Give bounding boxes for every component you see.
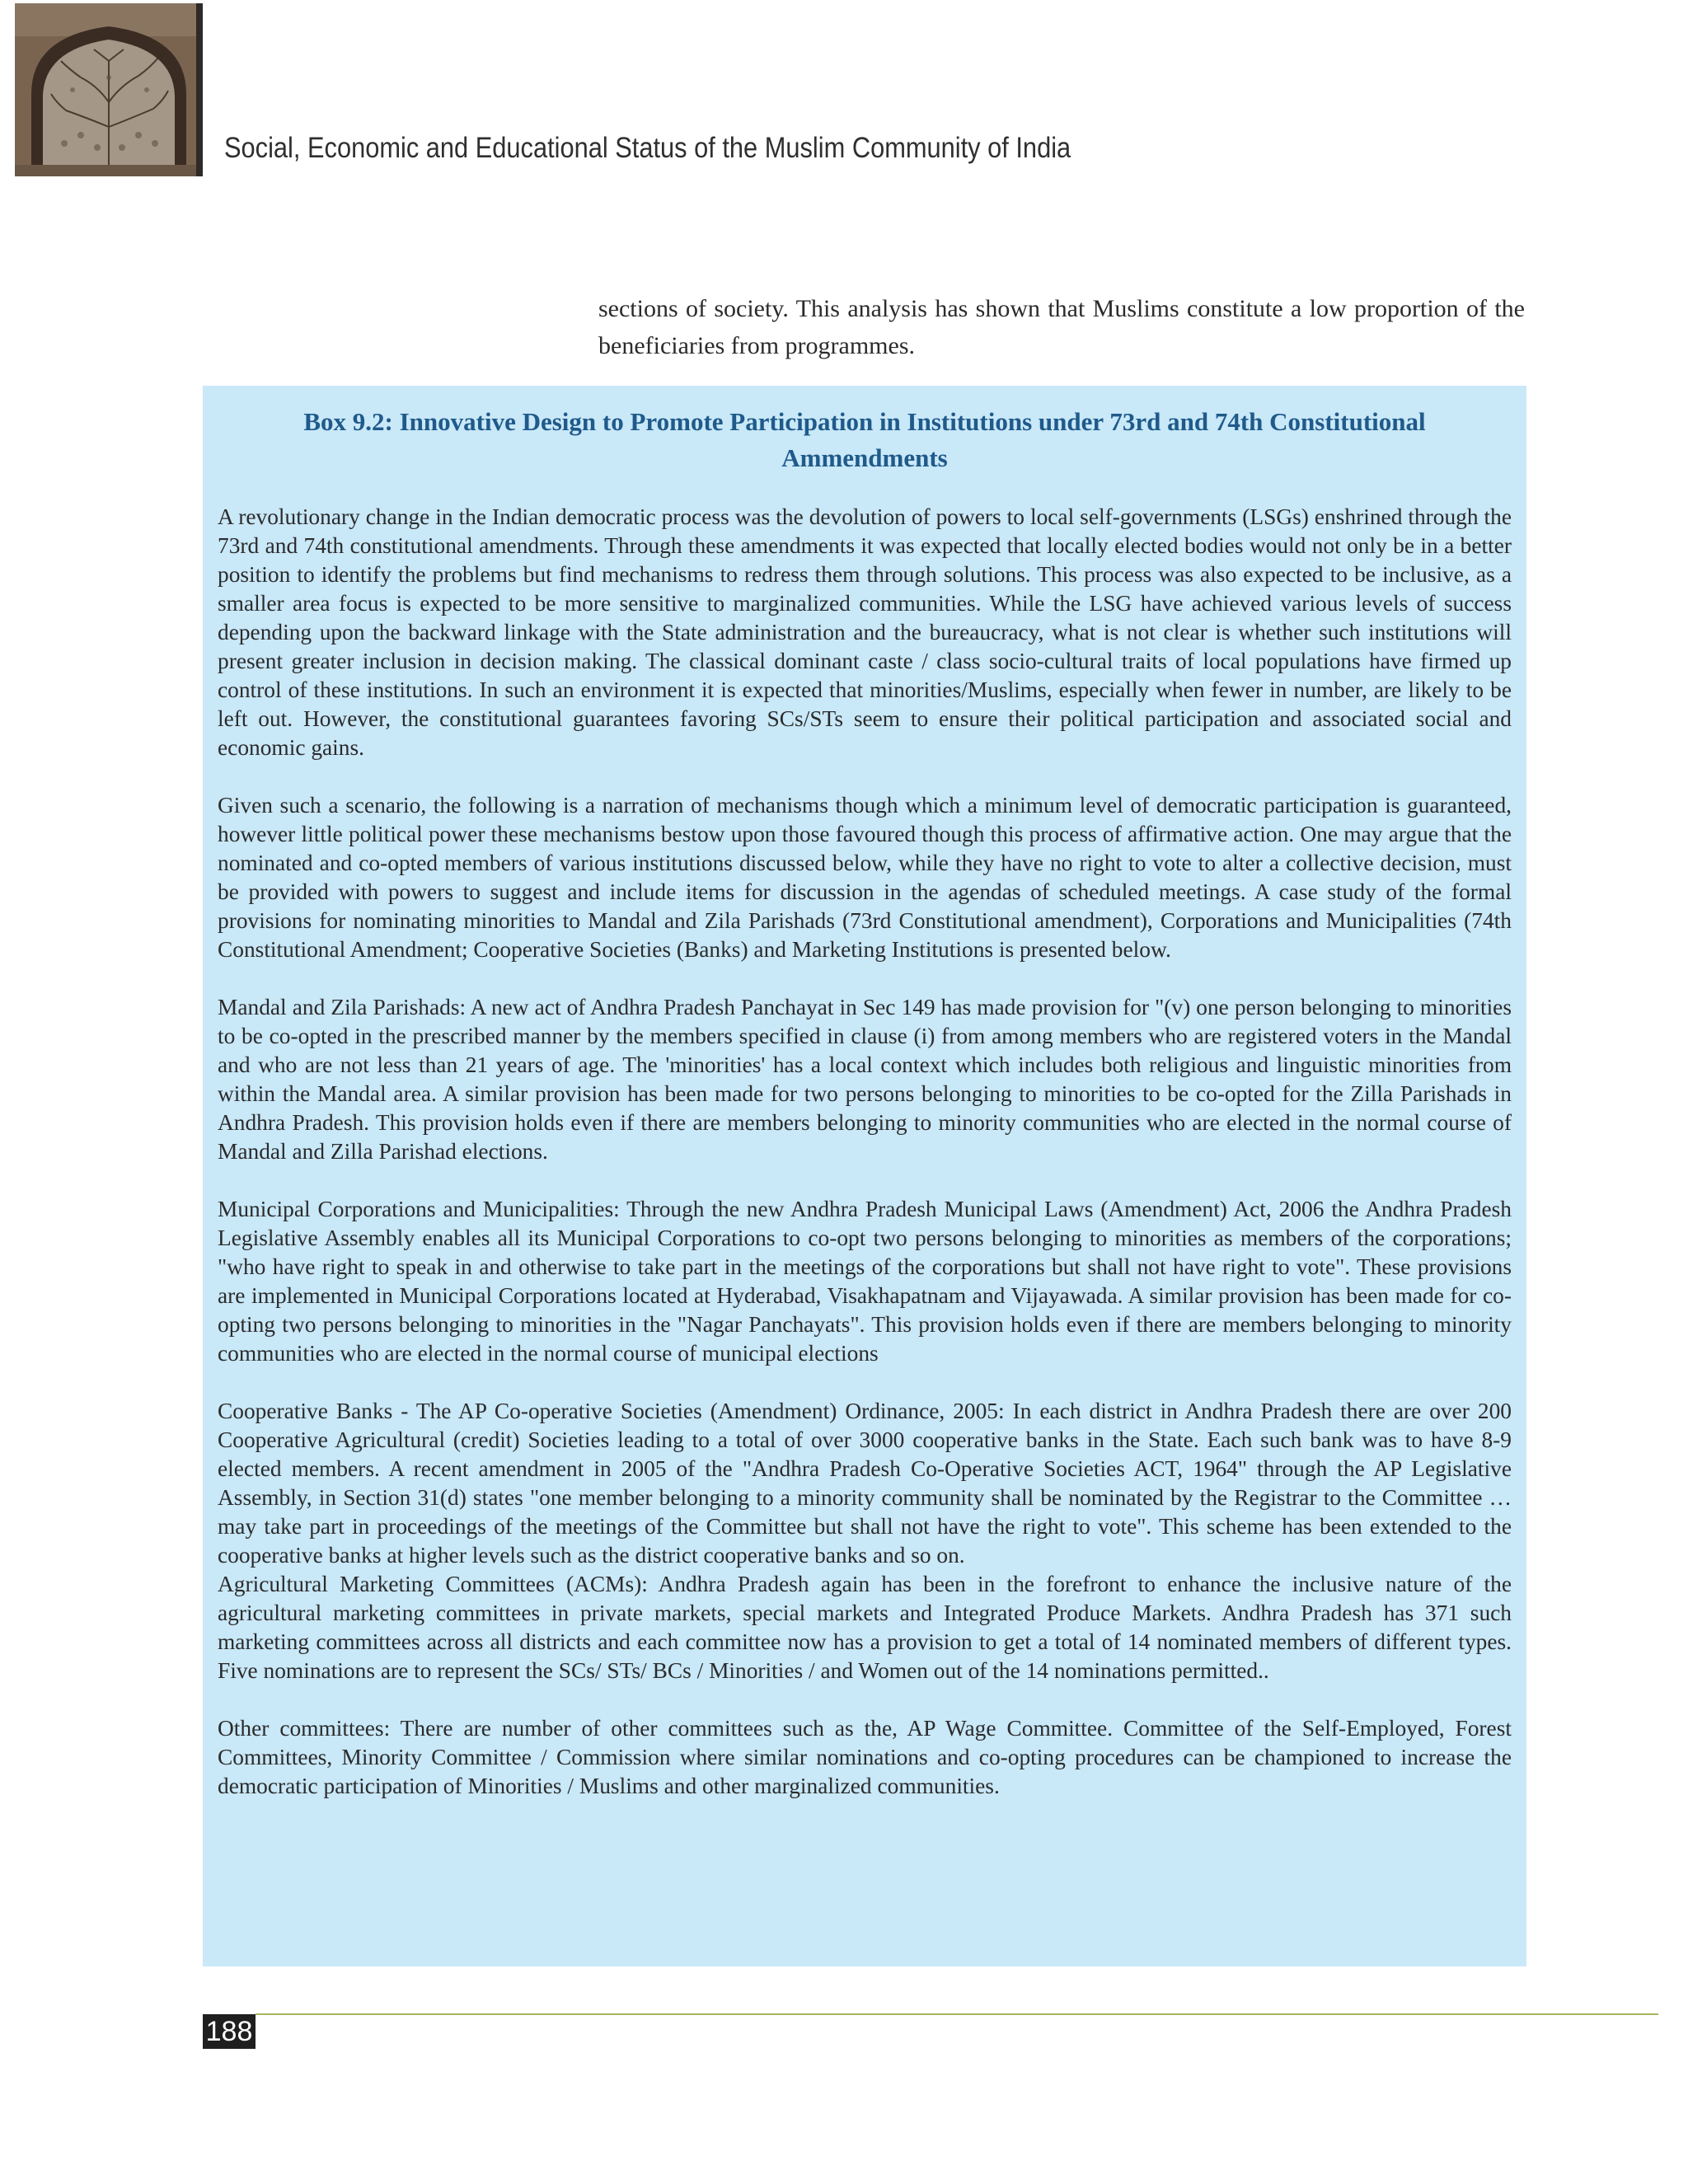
- page-number: 188: [203, 2014, 256, 2049]
- box-title: Box 9.2: Innovative Design to Promote Participation in Institutions under 73rd and 74th Constitutional Ammendments: [303, 407, 1426, 472]
- footer-rule: [256, 2013, 1658, 2015]
- box-paragraph: A revolutionary change in the Indian democratic process was the devolution of powers to local self-governments (LSGs) enshrined through the 73rd and 74th constitutional amendments. Through these amendments it was expected that locally elected bodies would not only be in a better position to identify the problems but find mechanisms to redress them through solutions. This process was also expected to be inclusive, as a smaller area focus is expected to be more sensitive to marginalized communities. While the LSG have achieved various levels of success depending upon the backward linkage with the State administration and the bureaucracy, what is not clear is whether such institutions will present greater inclusion in decision making. The classical dominant caste / class socio-cultural traits of local populations have firmed up control of these institutions. In such an environment it is expected that minorities/Muslims, especially when fewer in number, are likely to be left out. However, the constitutional guarantees favoring SCs/STs seem to ensure their political participation and associated social and economic gains.: [218, 504, 1512, 760]
- box-paragraph: Cooperative Banks - The AP Co-operative Societies (Amendment) Ordinance, 2005: In each district in Andhra Pradesh there are over 200 Cooperative Agricultural (credit) Societies leading to a total of over 3000 cooperative banks in the State. Each such bank was to have 8-9 elected members. A recent amendment in 2005 of the "Andhra Pradesh Co-Operative Societies ACT, 1964" through the AP Legislative Assembly, in Section 31(d) states "one member belonging to a minority community shall be nominated by the Registrar to the Committee … may take part in proceedings of the meetings of the Committee but shall not have the right to vote". This scheme has been extended to the cooperative banks at higher levels such as the district cooperative banks and so on.: [218, 1399, 1512, 1568]
- box-paragraph: Other committees: There are number of other committees such as the, AP Wage Committee. Committee of the Self-Employed, Forest Committees, Minority Committee / Commission where similar nominations and co-opting procedures can be championed to increase the democratic participation of Minorities / Muslims and other marginalized communities.: [218, 1716, 1512, 1798]
- lattice-window-illustration: [15, 3, 203, 176]
- box-paragraph: Municipal Corporations and Municipalities: Through the new Andhra Pradesh Municipal Laws (Amendment) Act, 2006 the Andhra Pradesh Legislative Assembly enables all its Municipal Corporations to co-opt two persons belonging to minorities as members of the corporations; "who have right to speak in and otherwise to take part in the meetings of the corporations but shall not have right to vote". These provisions are implemented in Municipal Corporations located at Hyderabad, Visakhapatnam and Vijayawada. A similar provision has been made for co-opting two persons belonging to minorities in the "Nagar Panchayats". This provision holds even if there are members belonging to minority communities who are elected in the normal course of municipal elections: [218, 1197, 1512, 1366]
- box-paragraph: Given such a scenario, the following is a narration of mechanisms though which a minimum level of democratic participation is guaranteed, however little political power these mechanisms bestow upon those favoured though this process of affirmative action. One may argue that the nominated and co-opted members of various institutions discussed below, while they have no right to vote to alter a collective decision, must be provided with powers to suggest and include items for discussion in the agendas of scheduled meetings. A case study of the formal provisions for nominating minorities to Mandal and Zila Parishads (73rd Constitutional amendment), Corporations and Municipalities (74th Constitutional Amendment; Cooperative Societies (Banks) and Marketing Institutions is presented below.: [218, 793, 1512, 962]
- box-9-2: [203, 386, 1526, 1966]
- box-paragraph: Mandal and Zila Parishads: A new act of Andhra Pradesh Panchayat in Sec 149 has made provision for "(v) one person belonging to minorities to be co-opted in the prescribed manner by the members specified in clause (i) from among members who are registered voters in the Mandal and who are not less than 21 years of age. The 'minorities' has a local context which includes both religious and linguistic minorities from within the Mandal area. A similar provision has been made for two persons belonging to minorities to be co-opted for the Zilla Parishads in Andhra Pradesh. This provision holds even if there are members belonging to minority communities who are elected in the normal course of Mandal and Zilla Parishad elections.: [218, 995, 1512, 1164]
- header-vertical-rule: [196, 3, 203, 176]
- box-paragraph: Agricultural Marketing Committees (ACMs): Andhra Pradesh again has been in the forefront to enhance the inclusive nature of the agricultural marketing committees in private markets, special markets and Integrated Produce Markets. Andhra Pradesh has 371 such marketing committees across all districts and each committee now has a provision to get a total of 14 nominated members of different types. Five nominations are to represent the SCs/ STs/ BCs / Minorities / and Women out of the 14 nominations permitted..: [218, 1572, 1512, 1683]
- header-lattice-image: [15, 3, 203, 176]
- intro-paragraph: sections of society. This analysis has shown that Muslims constitute a low proportion of the beneficiaries from programmes.: [598, 295, 1525, 359]
- box-body: [218, 503, 1512, 1801]
- running-header-title: Social, Economic and Educational Status of the Muslim Community of India: [224, 132, 1071, 164]
